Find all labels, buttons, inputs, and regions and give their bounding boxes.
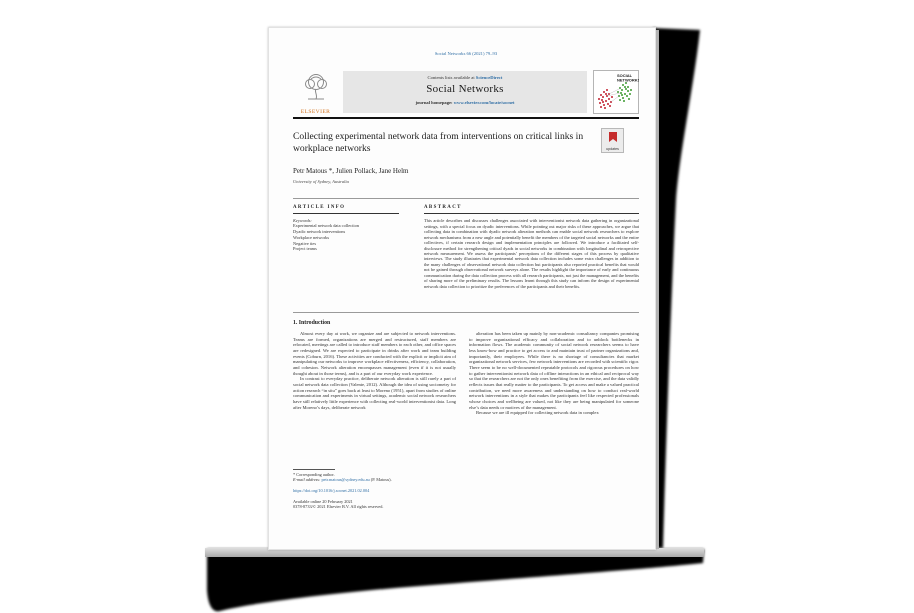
- journal-article-page: [268, 27, 656, 550]
- keywords-list-item: Experimental network data collection: [293, 223, 359, 229]
- body-column-left: [293, 331, 456, 410]
- homepage-line: [343, 100, 587, 105]
- article-info-heading-rule: [293, 213, 399, 214]
- contents-prefix: Contents lists available at: [427, 75, 476, 80]
- abstract-text: This article describes and discusses challenges associated with interventionist network data gathering in organizational settings, with a special focus on dyadic interventions. While pointing out major risks of these approaches, we argue that collecting data in combination with dyadic network alteration methods can enable social network researchers to explore network mechanisms from a new angle and potentially benefit the members of the targeted social networks and the entire collectives, if certain research design and implementation principles are followed. We introduce a facilitated self-disclosure method for strengthening critical dyads in social networks in combination with longitudinal and retrospective network measurement. We assess the participants’ perceptions of the different stages of this process by qualitative interviews. The study illustrates that experimental network data collection includes some extra challenges in addition to the many challenges of observational network data collection but participants also reported practical benefits that would not be gained through observational network surveys alone. The results highlight the importance of early and continuous communication during the data collection process with all research participants, not just the management, and the benefits of sharing more of the preliminary results. The lessons learnt through this study can inform the design of experimental network data collection to prioritize the preferences of the participants and their benefits.: [424, 218, 639, 289]
- cover-title-1: SOCIAL: [617, 73, 633, 78]
- info-block-top-rule: [293, 198, 639, 199]
- email-suffix: (P. Matous).: [369, 477, 392, 483]
- homepage-label: journal homepage:: [415, 100, 454, 105]
- abstract-heading-rule: [424, 213, 639, 214]
- journal-masthead-box: [343, 71, 587, 113]
- footnote-rule: [293, 469, 335, 470]
- homepage-url-link[interactable]: www.elsevier.com/locate/socnet: [453, 100, 515, 105]
- keywords-label: Keywords:: [293, 218, 312, 224]
- elsevier-tree-icon: [299, 71, 333, 105]
- email-link[interactable]: petr.matous@sydney.edu.au: [321, 477, 370, 483]
- keywords-list-item: Negative ties: [293, 240, 317, 246]
- elsevier-logo: [293, 71, 338, 114]
- author-list: Petr Matous *, Julien Pollack, Jane Helm: [293, 167, 409, 175]
- section-heading-introduction: 1. Introduction: [293, 320, 331, 326]
- badge-label: updates: [606, 147, 619, 151]
- footnote-block: [293, 469, 456, 510]
- email-label: E-mail address:: [293, 477, 322, 483]
- sciencedirect-link[interactable]: ScienceDirect: [475, 75, 503, 80]
- keywords-list-item: Dyadic network interventions: [293, 229, 346, 235]
- abstract-column: [424, 205, 639, 289]
- keywords-list-item: Project teams: [293, 246, 317, 252]
- abstract-heading: ABSTRACT: [424, 205, 462, 210]
- doi-link[interactable]: https://doi.org/10.1016/j.socnet.2021.02.004: [293, 487, 370, 493]
- body-column-right-item: alteration has been taken up mainly by non-academic consultancy companies promising to improve organizational efficacy and collaboration and to unblock bottlenecks in information flows. The academic community of social network researchers seems to have less know-how and practice to get access to and maintain trust of partner organizations and, importantly, their employees. While there is no shortage of consultancies that market organizational network services, few network interventions are recorded with scientific rigor. There seem to be no well-documented repeatable protocols and rigorous procedures on how to gather interventionist network data of offline interactions in an ethical and reciprocal way so that the researchers are not the only ones benefiting from the exercise, and the data validly reflects issues that really matter to the participants. To get access and make a valued practical contribution, we need more awareness and understanding on how to conduct real-world network interventions in a style that makes the participants feel like respected professionals whose choices and wellbeing are valued, not like they are being manipulated for someone else’s data needs or motives of the management.: [469, 331, 639, 410]
- masthead-divider-rule: [293, 117, 639, 119]
- article-title: Collecting experimental network data from interventions on critical links in workplace networks: [293, 131, 584, 154]
- cover-title-2: NETWORKS: [617, 77, 639, 83]
- check-for-updates-badge[interactable]: [601, 128, 624, 153]
- available-online-line: Available online 20 February 2021: [293, 498, 353, 504]
- crossmark-bookmark-icon: [609, 132, 617, 142]
- journal-name: Social Networks: [426, 83, 504, 95]
- article-info-heading: ARTICLE INFO: [293, 205, 346, 210]
- body-column-left-item: Almost every day at work, we organize and are subjected to network interventions. Teams are formed, organizations are merged and restructured, staff members are relocated, meetings are called to introduce staff members to each other, and office spaces are redesigned. We are expected to participate in drinks after work and team building events (Coburn, 2016). These activities are conducted with the explicit or implicit aim of manipulating our networks to improve workplace effectiveness, efficiency, collaboration, and cohesion. Network alteration encompasses management (even if it is not usually thought about in those terms), and is a part of our everyday work experience.: [293, 331, 456, 376]
- info-block-bottom-rule: [293, 312, 639, 313]
- keywords-list: [293, 223, 411, 252]
- affiliation: University of Sydney, Australia: [293, 179, 349, 184]
- elsevier-wordmark: ELSEVIER: [300, 109, 331, 115]
- contents-line: [343, 75, 587, 80]
- body-column-right: [469, 331, 639, 416]
- body-column-right-item: Because we are ill equipped for collecting network data in complex: [476, 410, 599, 416]
- email-line: [293, 477, 456, 482]
- keywords-list-item: Workplace networks: [293, 234, 330, 240]
- copyright-line: 0378-8733/© 2021 Elsevier B.V. All rights reserved.: [293, 504, 384, 510]
- body-column-left-item: In contrast to everyday practice, deliberate network alteration is still rarely a part of social network data collection (Valente, 2012). Although the idea of using sociometry for action research “in situ” goes back at least to Moreno (1951), apart from studies of online communication and experiments in virtual settings, academic social network researchers have still relatively little experience with collecting real-world interventionist data. Long after Moreno’s days, deliberate network: [293, 376, 456, 410]
- journal-cover-thumbnail: [593, 70, 639, 114]
- corresponding-author-note: * Corresponding author.: [293, 471, 335, 477]
- running-head-citation: Social Networks 66 (2021) 79–93: [434, 51, 498, 56]
- article-info-column: [293, 205, 411, 252]
